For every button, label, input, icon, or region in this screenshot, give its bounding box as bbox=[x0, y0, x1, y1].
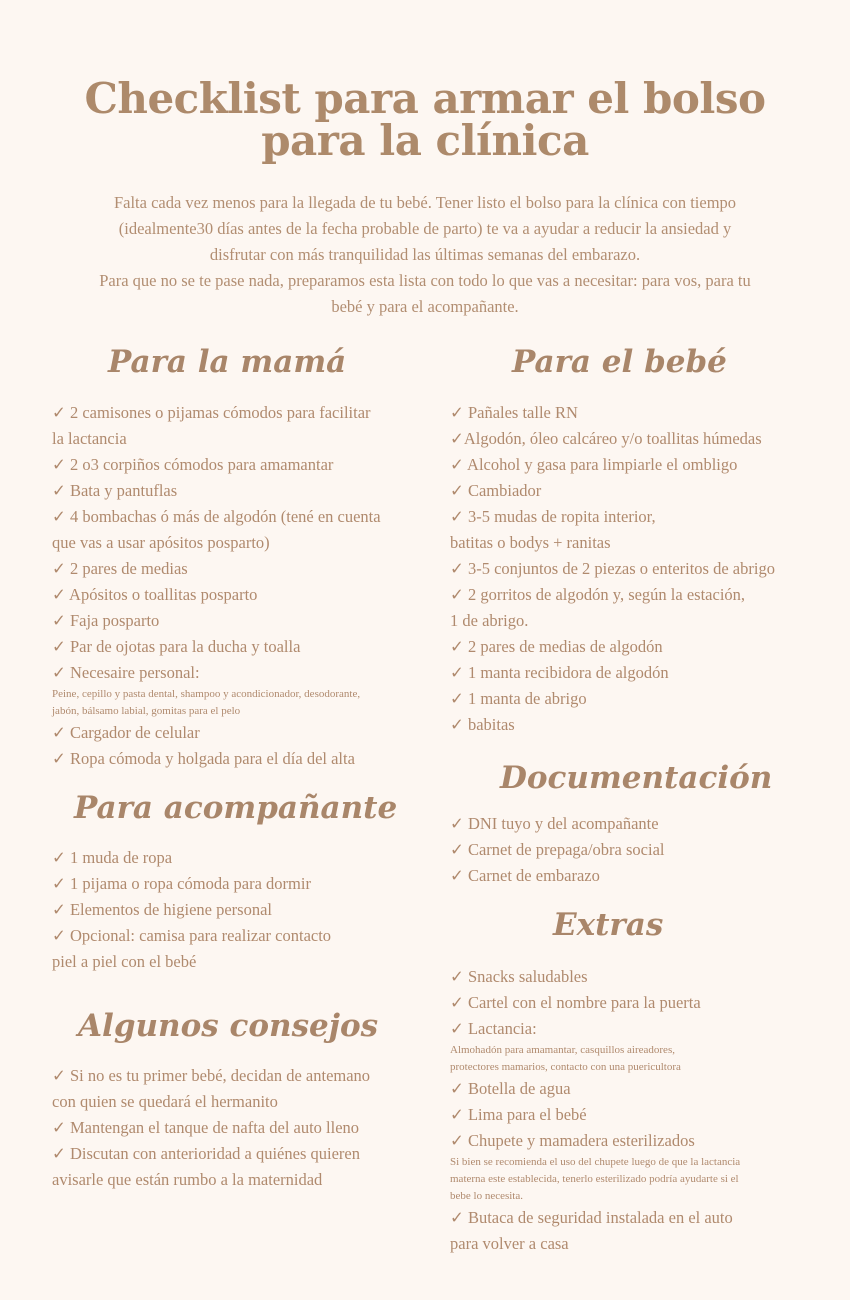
section-heading-extras: Extras bbox=[553, 907, 664, 943]
checklist-item: ✓ 2 gorritos de algodón y, según la estación, bbox=[450, 585, 746, 604]
checklist-item: ✓ 1 pijama o ropa cómoda para dormir bbox=[52, 874, 311, 893]
intro-paragraph bbox=[60, 190, 790, 320]
checklist-item: ✓ Faja posparto bbox=[52, 611, 160, 630]
checklist-item: para volver a casa bbox=[450, 1234, 569, 1253]
checklist-extras bbox=[450, 964, 740, 1257]
checklist-item: ✓ Pañales talle RN bbox=[450, 403, 578, 422]
checklist-item: ✓ Bata y pantuflas bbox=[52, 481, 178, 500]
checklist-item: batitas o bodys + ranitas bbox=[450, 533, 611, 552]
item-note: materna este establecida, tenerlo esterilizado podría ayudarte si el bbox=[450, 1173, 739, 1185]
checklist-item: ✓ Si no es tu primer bebé, decidan de antemano bbox=[52, 1066, 371, 1085]
item-note: bebe lo necesita. bbox=[450, 1190, 523, 1202]
intro-line: Falta cada vez menos para la llegada de tu bebé. Tener listo el bolso para la clínica con tiempo bbox=[113, 193, 737, 212]
checklist-item: ✓ Botella de agua bbox=[450, 1079, 571, 1098]
checklist-item: ✓ Necesaire personal: bbox=[52, 663, 200, 682]
checklist-item: ✓ Opcional: camisa para realizar contacto bbox=[52, 926, 332, 945]
item-note: Almohadón para amamantar, casquillos aireadores, bbox=[450, 1044, 675, 1056]
checklist-item: ✓ Ropa cómoda y holgada para el día del alta bbox=[52, 749, 355, 768]
section-heading-consejos: Algunos consejos bbox=[78, 1008, 379, 1044]
intro-line: Para que no se te pase nada, preparamos esta lista con todo lo que vas a necesitar: para vos, para tu bbox=[99, 271, 751, 290]
checklist-item: avisarle que están rumbo a la maternidad bbox=[52, 1170, 323, 1189]
checklist-item: ✓ Snacks saludables bbox=[450, 967, 588, 986]
checklist-item: ✓ Lima para el bebé bbox=[450, 1105, 587, 1124]
checklist-item: piel a piel con el bebé bbox=[52, 952, 197, 971]
checklist-item: ✓ Cartel con el nombre para la puerta bbox=[450, 993, 701, 1012]
checklist-item: la lactancia bbox=[52, 429, 127, 448]
checklist-item: ✓ 4 bombachas ó más de algodón (tené en cuenta bbox=[52, 507, 381, 526]
checklist-item: ✓ babitas bbox=[450, 715, 515, 734]
checklist-item: con quien se quedará el hermanito bbox=[52, 1092, 278, 1111]
checklist-item: ✓ 3-5 conjuntos de 2 piezas o enteritos de abrigo bbox=[450, 559, 775, 578]
checklist-item: ✓ Alcohol y gasa para limpiarle el ombligo bbox=[450, 455, 738, 474]
checklist-item: 1 de abrigo. bbox=[450, 611, 529, 630]
section-heading-acompanante: Para acompañante bbox=[74, 790, 398, 826]
page-title-line-2: para la clínica bbox=[261, 116, 589, 165]
checklist-item: ✓Algodón, óleo calcáreo y/o toallitas húmedas bbox=[450, 429, 762, 448]
checklist-item: ✓ 1 manta de abrigo bbox=[450, 689, 587, 708]
intro-line: bebé y para el acompañante. bbox=[331, 297, 519, 316]
checklist-item: ✓ Apósitos o toallitas posparto bbox=[52, 585, 258, 604]
page-title-line-1: Checklist para armar el bolso bbox=[84, 74, 766, 123]
checklist-item: ✓ 1 muda de ropa bbox=[52, 848, 173, 867]
section-heading-documentacion: Documentación bbox=[500, 760, 773, 796]
checklist-item: ✓ Butaca de seguridad instalada en el auto bbox=[450, 1208, 733, 1227]
item-note: Si bien se recomienda el uso del chupete luego de que la lactancia bbox=[450, 1156, 741, 1168]
checklist-item: ✓ Cargador de celular bbox=[52, 723, 200, 742]
checklist-item: ✓ Carnet de embarazo bbox=[450, 866, 600, 885]
checklist-item: ✓ Lactancia: bbox=[450, 1019, 537, 1038]
checklist-item: ✓ Cambiador bbox=[450, 481, 542, 500]
checklist-mama bbox=[52, 400, 381, 772]
checklist-item: ✓ 2 camisones o pijamas cómodos para facilitar bbox=[52, 403, 371, 422]
section-heading-bebe: Para el bebé bbox=[512, 344, 727, 380]
checklist-documentacion bbox=[450, 811, 664, 889]
checklist-consejos bbox=[52, 1063, 370, 1193]
checklist-item: ✓ 2 pares de medias bbox=[52, 559, 188, 578]
checklist-item: ✓ Elementos de higiene personal bbox=[52, 900, 273, 919]
checklist-item: que vas a usar apósitos posparto) bbox=[52, 533, 270, 552]
checklist-item: ✓ 1 manta recibidora de algodón bbox=[450, 663, 669, 682]
checklist-item: ✓ Chupete y mamadera esterilizados bbox=[450, 1131, 695, 1150]
checklist-item: ✓ 3-5 mudas de ropita interior, bbox=[450, 507, 656, 526]
checklist-item: ✓ Discutan con anterioridad a quiénes quieren bbox=[52, 1144, 360, 1163]
intro-line: disfrutar con más tranquilidad las últimas semanas del embarazo. bbox=[209, 245, 641, 264]
item-note: Peine, cepillo y pasta dental, shampoo y acondicionador, desodorante, bbox=[52, 688, 361, 700]
checklist-item: ✓ 2 pares de medias de algodón bbox=[450, 637, 663, 656]
checklist-item: ✓ Carnet de prepaga/obra social bbox=[450, 840, 665, 859]
checklist-bebe bbox=[450, 400, 775, 738]
intro-line: (idealmente30 días antes de la fecha probable de parto) te va a ayudar a reducir la ansiedad y bbox=[118, 219, 732, 238]
page-title bbox=[0, 74, 850, 165]
checklist-item: ✓ DNI tuyo y del acompañante bbox=[450, 814, 659, 833]
checklist-item: ✓ Mantengan el tanque de nafta del auto lleno bbox=[52, 1118, 360, 1137]
section-heading-mama: Para la mamá bbox=[108, 344, 347, 380]
item-note: jabón, bálsamo labial, gomitas para el pelo bbox=[52, 705, 241, 717]
checklist-acompanante bbox=[52, 845, 331, 975]
item-note: protectores mamarios, contacto con una puericultora bbox=[450, 1061, 681, 1073]
checklist-item: ✓ 2 o3 corpiños cómodos para amamantar bbox=[52, 455, 334, 474]
checklist-item: ✓ Par de ojotas para la ducha y toalla bbox=[52, 637, 301, 656]
